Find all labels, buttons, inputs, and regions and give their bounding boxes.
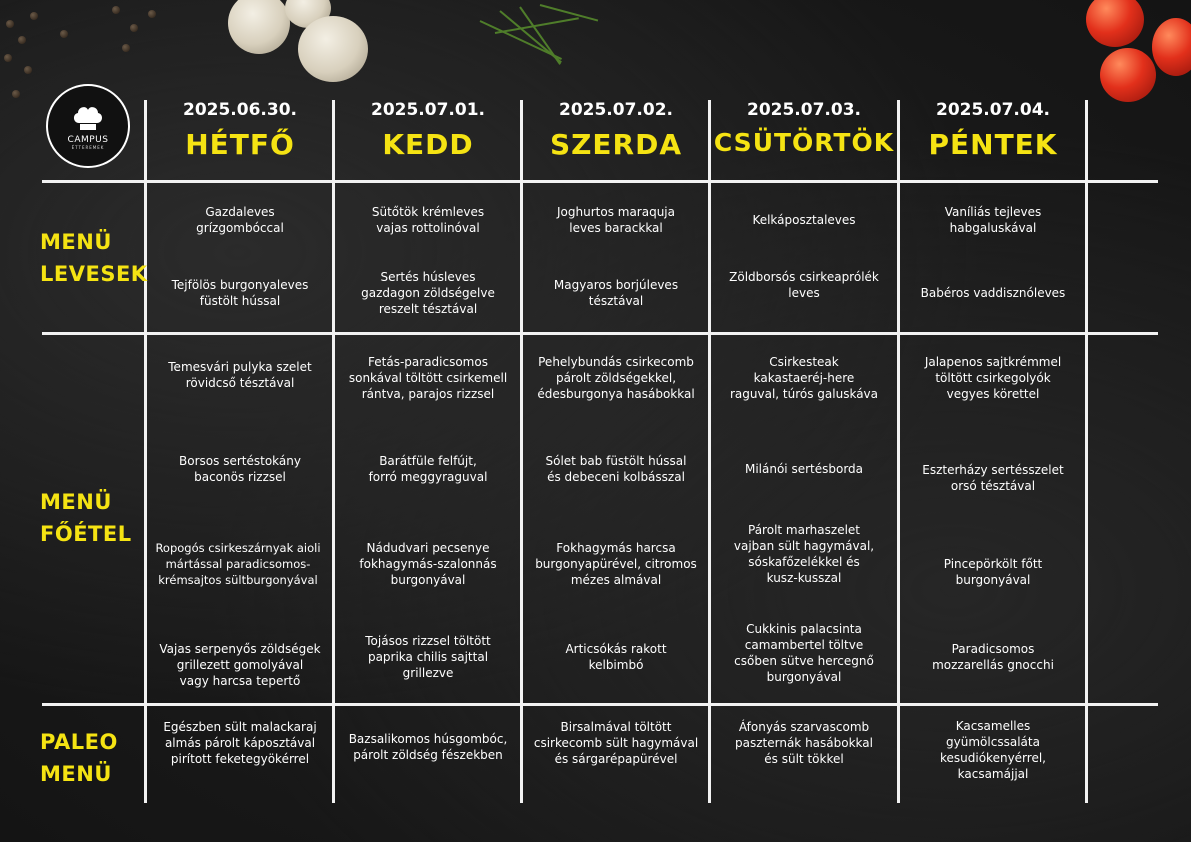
menu-item-soup <box>523 268 709 318</box>
grid-line <box>42 180 1158 183</box>
section-label-line: MENÜ <box>40 230 112 254</box>
menu-item-main <box>523 533 709 595</box>
menu-item-main <box>711 518 897 590</box>
menu-item-text: Egészben sült malackaraj almás párolt káposztával pirított feketegyökérrel <box>163 720 317 766</box>
menu-item-text: Vaníliás tejleves habgaluskával <box>944 205 1042 235</box>
menu-item-text: Joghurtos maraquja leves barackkal <box>557 205 675 235</box>
menu-item-main <box>335 533 521 595</box>
day-date: 2025.06.30. <box>182 100 297 120</box>
menu-item-soup <box>147 198 333 242</box>
menu-item-main <box>145 533 331 595</box>
menu-item-main <box>335 444 521 494</box>
day-header-monday <box>147 96 333 161</box>
menu-item-main <box>900 547 1086 597</box>
menu-item-main <box>523 347 709 409</box>
menu-item-text: Ropogós csirkeszárnyak aioli mártással paradicsomos- krémsajtos sültburgonyával <box>155 541 321 587</box>
section-label-line: LEVESEK <box>40 262 148 286</box>
day-name: PÉNTEK <box>928 128 1058 161</box>
menu-item-text: Articsókás rakott kelbimbó <box>565 642 667 672</box>
day-name: CSÜTÖRTÖK <box>713 128 895 157</box>
menu-item-main <box>147 444 333 494</box>
mushroom-image <box>285 0 331 28</box>
menu-item-main <box>147 634 333 696</box>
menu-item-text: Nádudvari pecsenye fokhagymás-szalonnás burgonyával <box>359 541 497 587</box>
tomato-image <box>1100 48 1156 102</box>
menu-item-main <box>523 632 709 682</box>
menu-item-main <box>711 452 897 486</box>
menu-item-text: Tojásos rizzsel töltött paprika chilis sajttal grillezve <box>365 634 491 680</box>
menu-item-paleo <box>900 712 1086 788</box>
menu-item-text: Sütőtök krémleves vajas rottolinóval <box>371 205 485 235</box>
grid-line <box>42 703 1158 706</box>
menu-item-soup <box>523 198 709 242</box>
section-label-line: PALEO <box>40 730 118 754</box>
menu-item-soup <box>335 198 521 242</box>
menu-item-text: Sólet bab füstölt hússal és debeceni kolbásszal <box>545 454 687 484</box>
tomato-image <box>1152 18 1191 76</box>
logo-subtitle: ÉTTEREMEK <box>71 144 105 150</box>
day-header-wednesday <box>523 96 709 161</box>
menu-item-main <box>335 626 521 688</box>
day-date: 2025.07.02. <box>558 100 673 120</box>
campus-logo <box>46 84 130 168</box>
menu-item-main <box>900 453 1086 503</box>
menu-item-text: Párolt marhaszelet vajban sült hagymával, sóskafőzelékkel és kusz-kusszal <box>733 523 875 585</box>
menu-item-text: Áfonyás szarvascomb paszternák hasábokkal és sült tökkel <box>735 720 873 766</box>
menu-item-text: Fokhagymás harcsa burgonyapürével, citromos mézes almával <box>535 541 697 587</box>
menu-item-text: Pehelybundás csirkecomb párolt zöldségekkel, édesburgonya hasábokkal <box>537 355 695 401</box>
day-name: KEDD <box>382 128 474 161</box>
grid-line <box>42 332 1158 335</box>
day-header-thursday <box>711 96 897 157</box>
menu-item-paleo <box>711 712 897 774</box>
menu-item-text: Temesvári pulyka szelet rövidcső tésztával <box>168 360 312 390</box>
tomato-image <box>1086 0 1144 47</box>
menu-item-text: Bazsalikomos húsgombóc, párolt zöldség fészekben <box>348 732 508 762</box>
menu-item-soup <box>711 198 897 242</box>
menu-item-text: Csirkesteak kakastaeréj-here raguval, túrós galuskáva <box>729 355 879 401</box>
day-date: 2025.07.04. <box>935 100 1050 120</box>
day-name: HÉTFŐ <box>185 128 295 161</box>
menu-item-paleo <box>147 712 333 774</box>
menu-item-text: Tejfölös burgonyaleves füstölt hússal <box>171 278 309 308</box>
section-label-paleo <box>40 726 118 790</box>
menu-item-text: Birsalmával töltött csirkecomb sült hagymával és sárgarépapürével <box>533 720 699 766</box>
mushroom-image <box>228 0 290 54</box>
chef-hat-icon <box>71 103 105 133</box>
menu-item-text: Babéros vaddisznóleves <box>920 286 1066 300</box>
menu-item-text: Vajas serpenyős zöldségek grillezett gomolyával vagy harcsa tepertő <box>159 642 321 688</box>
day-date: 2025.07.03. <box>746 100 861 120</box>
menu-item-main <box>711 347 897 409</box>
section-label-line: FŐÉTEL <box>40 522 132 546</box>
menu-item-text: Paradicsomos mozzarellás gnocchi <box>932 642 1054 672</box>
menu-item-main <box>900 632 1086 682</box>
menu-item-text: Gazdaleves grízgombóccal <box>196 205 284 235</box>
section-label-levesek <box>40 226 148 290</box>
menu-item-main <box>711 617 897 689</box>
menu-item-paleo <box>523 712 709 774</box>
menu-item-text: Barátfüle felfújt, forró meggyraguval <box>368 454 488 484</box>
menu-item-text: Milánói sertésborda <box>744 462 864 476</box>
menu-item-main <box>335 347 521 409</box>
menu-item-text: Pincepörkölt főtt burgonyával <box>943 557 1043 587</box>
section-label-foetel <box>40 486 132 550</box>
menu-item-text: Jalapenos sajtkrémmel töltött csirkegolyók vegyes körettel <box>924 355 1062 401</box>
menu-item-text: Kelkáposztaleves <box>752 213 856 227</box>
day-header-friday <box>900 96 1086 161</box>
section-label-line: MENÜ <box>40 762 112 786</box>
menu-item-text: Kacsamelles gyümölcssaláta kesudiókenyérrel, kacsamájjal <box>940 719 1046 781</box>
menu-item-main <box>147 350 333 400</box>
menu-item-main <box>523 444 709 494</box>
menu-item-soup <box>147 268 333 318</box>
menu-item-soup <box>900 268 1086 318</box>
menu-item-text: Zöldborsós csirkeaprólék leves <box>729 270 879 300</box>
logo-brand: CAMPUS <box>67 134 109 145</box>
menu-item-soup <box>900 198 1086 242</box>
menu-item-text: Magyaros borjúleves tésztával <box>553 278 679 308</box>
menu-item-text: Sertés húsleves gazdagon zöldségelve reszelt tésztával <box>361 270 495 316</box>
menu-item-paleo <box>335 722 521 772</box>
section-label-line: MENÜ <box>40 490 112 514</box>
day-date: 2025.07.01. <box>370 100 485 120</box>
menu-item-text: Eszterházy sertésszelet orsó tésztával <box>922 463 1064 493</box>
menu-item-main <box>900 347 1086 409</box>
menu-item-text: Fetás-paradicsomos sonkával töltött csirkemell rántva, parajos rizzsel <box>348 355 508 401</box>
day-name: SZERDA <box>549 128 683 161</box>
day-header-tuesday <box>335 96 521 161</box>
menu-item-text: Cukkinis palacsinta camambertel töltve csőben sütve hercegnő burgonyával <box>734 622 874 684</box>
menu-item-soup <box>335 262 521 324</box>
menu-item-text: Borsos sertéstokány baconös rizzsel <box>179 454 301 484</box>
menu-item-soup <box>711 260 897 310</box>
mushroom-image <box>298 16 368 82</box>
